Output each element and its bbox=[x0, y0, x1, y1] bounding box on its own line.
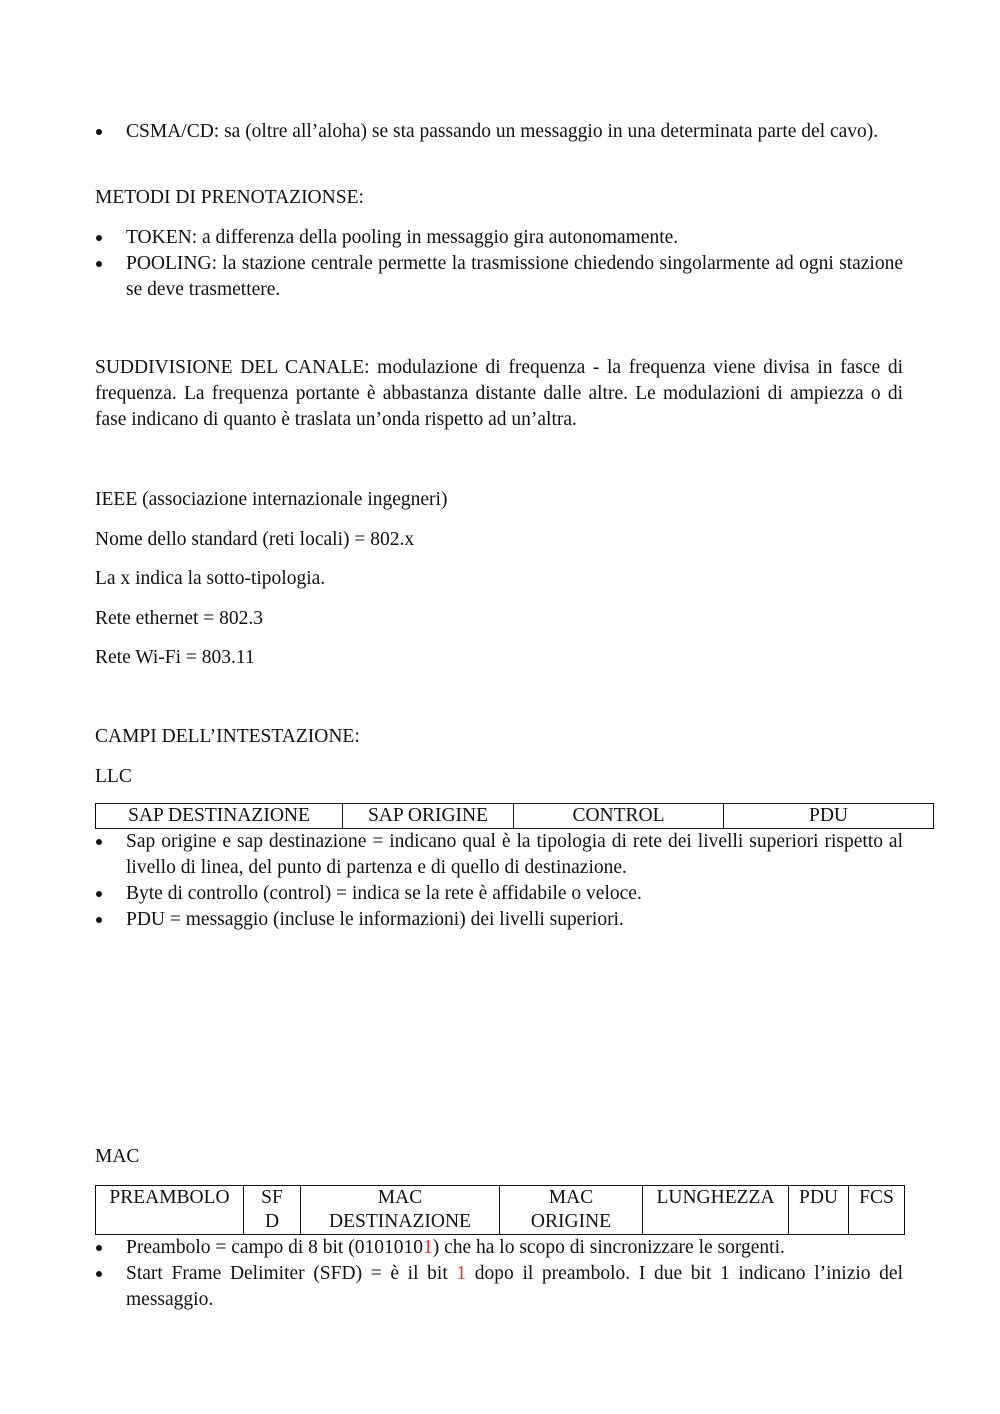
mac-fields-list bbox=[95, 1235, 903, 1313]
llc-heading: LLC bbox=[95, 766, 132, 787]
channel-subdivision-paragraph: SUDDIVISIONE DEL CANALE: modulazione di frequenza - la frequenza viene divisa in fasce di frequenza. La frequenza portante è abbastanza distante dalle altre. Le modulazioni di ampiezza o di fase indicano di quanto è traslata un’onda rispetto ad un’altra. bbox=[95, 357, 903, 430]
table-row bbox=[96, 1186, 905, 1235]
list-item: Sap origine e sap destinazione = indicano qual è la tipologia di rete dei livelli superiori rispetto al livello di linea, del punto di partenza e di quello di destinazione. bbox=[95, 829, 903, 881]
list-item: CSMA/CD: sa (oltre all’aloha) se sta passando un messaggio in una determinata parte del cavo). bbox=[95, 119, 903, 145]
text-line: IEEE (associazione internazionale ingegneri) bbox=[95, 489, 448, 510]
mac-heading: MAC bbox=[95, 1146, 140, 1167]
text-line: Rete ethernet = 802.3 bbox=[95, 608, 264, 629]
section-heading: METODI DI PRENOTAZIONSE: bbox=[95, 187, 364, 208]
table-cell: SAP ORIGINE bbox=[343, 804, 514, 829]
list-item: POOLING: la stazione centrale permette la trasmissione chiedendo singolarmente ad ogni stazione se deve trasmettere. bbox=[95, 251, 903, 303]
table-cell: CONTROL bbox=[514, 804, 724, 829]
table-cell: PREAMBOLO bbox=[96, 1186, 244, 1235]
table-cell: PDU bbox=[789, 1186, 849, 1235]
table-cell: SF D bbox=[244, 1186, 301, 1235]
list-item: Byte di controllo (control) = indica se la rete è affidabile o veloce. bbox=[95, 881, 903, 907]
text-line: La x indica la sotto-tipologia. bbox=[95, 568, 326, 589]
csma-list bbox=[95, 119, 903, 145]
table-cell: LUNGHEZZA bbox=[643, 1186, 789, 1235]
table-cell: MAC DESTINAZIONE bbox=[301, 1186, 500, 1235]
table-cell: MAC ORIGINE bbox=[500, 1186, 643, 1235]
highlighted-bit: 1 bbox=[456, 1263, 467, 1284]
text-line: Rete Wi-Fi = 803.11 bbox=[95, 647, 255, 668]
list-item: PDU = messaggio (incluse le informazioni) dei livelli superiori. bbox=[95, 907, 903, 933]
list-item: Start Frame Delimiter (SFD) = è il bit 1 dopo il preambolo. I due bit 1 indicano l’inizio del messaggio. bbox=[95, 1261, 903, 1313]
reservation-methods-list bbox=[95, 225, 903, 303]
table-row bbox=[96, 804, 934, 829]
mac-table bbox=[95, 1185, 905, 1235]
llc-fields-list bbox=[95, 829, 903, 933]
table-cell: PDU bbox=[724, 804, 934, 829]
text-line: Nome dello standard (reti locali) = 802.x bbox=[95, 529, 415, 550]
highlighted-bit: 1 bbox=[422, 1237, 433, 1258]
llc-table bbox=[95, 803, 934, 829]
section-heading: CAMPI DELL’INTESTAZIONE: bbox=[95, 726, 360, 747]
list-item: TOKEN: a differenza della pooling in messaggio gira autonomamente. bbox=[95, 225, 903, 251]
table-cell: FCS bbox=[849, 1186, 905, 1235]
table-cell: SAP DESTINAZIONE bbox=[96, 804, 343, 829]
list-item: Preambolo = campo di 8 bit (01010101) che ha lo scopo di sincronizzare le sorgenti. bbox=[95, 1235, 903, 1261]
